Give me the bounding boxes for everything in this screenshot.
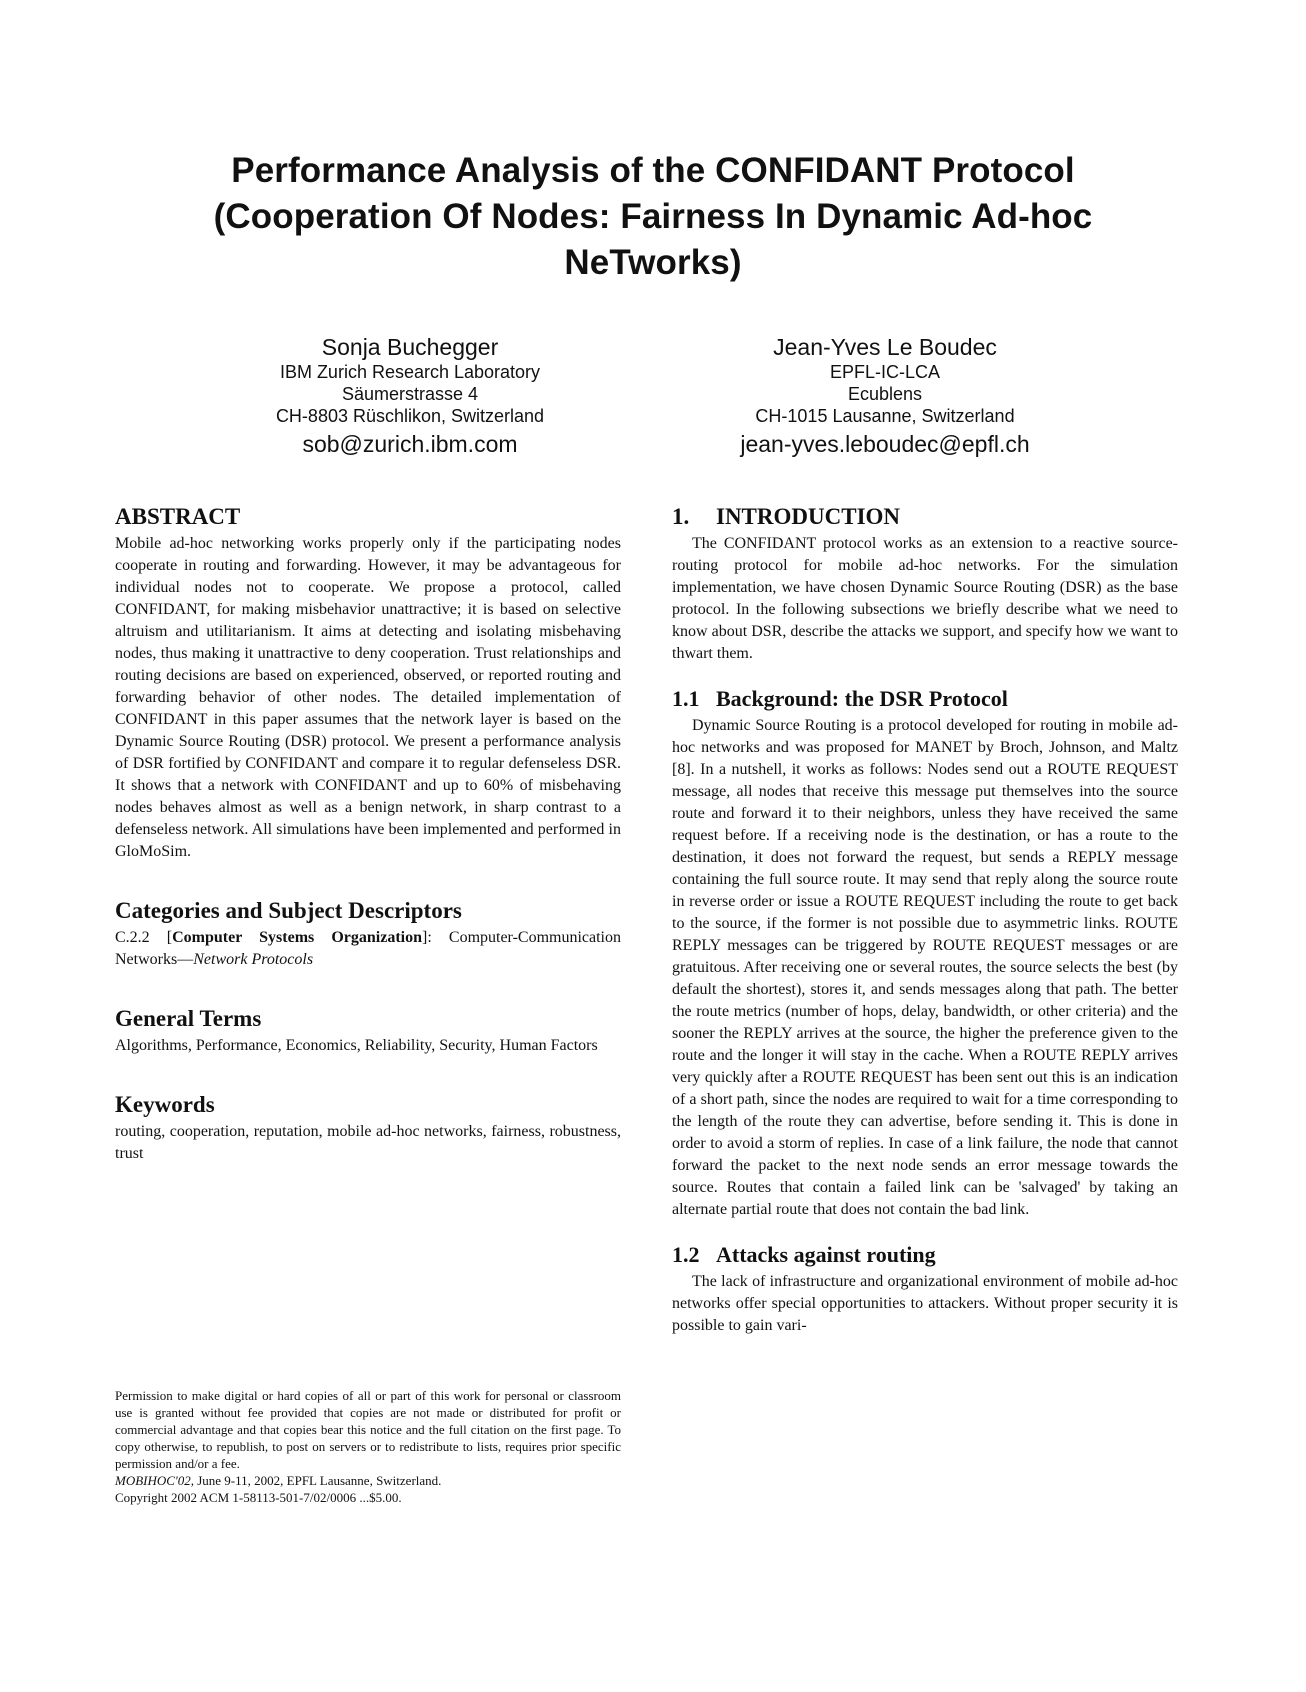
general-terms-heading: General Terms [115, 1006, 262, 1031]
abstract-heading: ABSTRACT [115, 504, 241, 529]
attacks-heading [672, 1241, 1178, 1269]
author-street: Säumerstrasse 4 [341, 384, 479, 404]
section-number: 1.2 [672, 1242, 700, 1267]
introduction-heading [672, 503, 1178, 531]
author-street: Ecublens [847, 384, 923, 404]
section-title: Attacks against routing [716, 1242, 936, 1267]
background-text: Dynamic Source Routing is a protocol developed for routing in mobile ad-hoc networks and was proposed for MANET by Broch, Johnson, and Maltz [8]. In a nutshell, it works as follows: Nodes send out a ROUTE REQUEST message, all nodes that receive this message put themselves into the source route and forward it to their neighbors, unless they have received the same request before. If a receiving node is the destination, or has a route to the destination, it does not forward the request, but sends a REPLY message containing the full source route. It may send that reply along the source route in reverse order or issue a ROUTE REQUEST including the route to get back to the source, if the former is not possible due to asymmetric links. ROUTE REPLY messages can be triggered by ROUTE REQUEST messages or are gratuitous. After receiving one or several routes, the source selects the best (by default the shortest), stores it, and sends messages along that path. The better the route metrics (number of hops, delay, bandwidth, or other criteria) and the sooner the REPLY arrives at the source, the higher the preference given to the route and the longer it will stay in the cache. When a ROUTE REPLY arrives very quickly after a ROUTE REQUEST has been sent out this is an indication of a short path, since the nodes are required to wait for a time corresponding to the length of the route they can advertise, before sending it. This is done in order to avoid a storm of replies. In case of a link failure, the node that cannot forward the packet to the next node sends an error message towards the source. Routes that contain a failed link can be 'salvaged' by taking an alternate partial route that does not contain the bad link. [672, 717, 1178, 1218]
general-terms-text: Algorithms, Performance, Economics, Reliability, Security, Human Factors [115, 1037, 598, 1054]
categories-text [115, 927, 621, 971]
section-number: 1.1 [672, 686, 700, 711]
author-block-2 [715, 333, 1055, 459]
section-title: Background: the DSR Protocol [716, 686, 1008, 711]
author-city: CH-1015 Lausanne, Switzerland [755, 406, 1015, 426]
title-line-2: (Cooperation Of Nodes: Fairness In Dynamic Ad-hoc [213, 197, 1093, 236]
venue-line [115, 1472, 621, 1489]
title-line-3: NeTworks) [564, 243, 742, 282]
section-title: INTRODUCTION [716, 504, 901, 529]
venue-details: June 9-11, 2002, EPFL Lausanne, Switzerland. [193, 1473, 442, 1488]
copyright-line: Copyright 2002 ACM 1-58113-501-7/02/0006 ...$5.00. [115, 1490, 402, 1505]
paper-title [100, 148, 1206, 286]
left-column [115, 503, 621, 1165]
categories-heading: Categories and Subject Descriptors [115, 898, 462, 923]
category-subclass: ]: Computer-Communication Networks— [115, 929, 621, 968]
background-heading [672, 685, 1178, 713]
title-line-1: Performance Analysis of the CONFIDANT Protocol [231, 151, 1075, 190]
keywords-text: routing, cooperation, reputation, mobile ad-hoc networks, fairness, robustness, trust [115, 1123, 621, 1162]
permission-text: Permission to make digital or hard copies of all or part of this work for personal or classroom use is granted without fee provided that copies are not made or distributed for profit or commercial advantage and that copies bear this notice and the full citation on the first page. To copy otherwise, to republish, to post on servers or to redistribute to lists, requires prior specific permission and/or a fee. [115, 1388, 621, 1471]
section-number: 1. [672, 504, 690, 529]
attacks-text: The lack of infrastructure and organizational environment of mobile ad-hoc networks offer special opportunities to attackers. Without proper security it is possible to gain vari- [672, 1273, 1178, 1334]
category-name: Computer Systems Organization [172, 929, 423, 946]
venue-name: MOBIHOC'02, [115, 1473, 194, 1488]
author-email: sob@zurich.ibm.com [302, 431, 518, 457]
permission-notice [115, 1387, 621, 1506]
right-column [672, 503, 1178, 1337]
author-name: Jean-Yves Le Boudec [773, 334, 997, 360]
author-email: jean-yves.leboudec@epfl.ch [740, 431, 1030, 457]
category-topic: Network Protocols [193, 951, 314, 968]
author-affiliation: IBM Zurich Research Laboratory [279, 362, 541, 382]
author-block-1 [240, 333, 580, 459]
introduction-text: The CONFIDANT protocol works as an extension to a reactive source-routing protocol for mobile ad-hoc networks. For the simulation implementation, we have chosen Dynamic Source Routing (DSR) as the base protocol. In the following subsections we briefly describe what we need to know about DSR, describe the attacks we support, and specify how we want to thwart them. [672, 535, 1178, 662]
author-city: CH-8803 Rüschlikon, Switzerland [275, 406, 545, 426]
category-code: C.2.2 [ [115, 929, 173, 946]
keywords-heading: Keywords [115, 1092, 215, 1117]
author-name: Sonja Buchegger [321, 334, 499, 360]
abstract-text: Mobile ad-hoc networking works properly only if the participating nodes cooperate in routing and forwarding. However, it may be advantageous for individual nodes not to cooperate. We propose a protocol, called CONFIDANT, for making misbehavior unattractive; it is based on selective altruism and utilitarianism. It aims at detecting and isolating misbehaving nodes, thus making it unattractive to deny cooperation. Trust relationships and routing decisions are based on experienced, observed, or reported routing and forwarding behavior of other nodes. The detailed implementation of CONFIDANT in this paper assumes that the network layer is based on the Dynamic Source Routing (DSR) protocol. We present a performance analysis of DSR fortified by CONFIDANT and compare it to regular defenseless DSR. It shows that a network with CONFIDANT and up to 60% of misbehaving nodes behaves almost as well as a benign network, in sharp contrast to a defenseless network. All simulations have been implemented and performed in GloMoSim. [115, 535, 621, 860]
author-affiliation: EPFL-IC-LCA [829, 362, 941, 382]
